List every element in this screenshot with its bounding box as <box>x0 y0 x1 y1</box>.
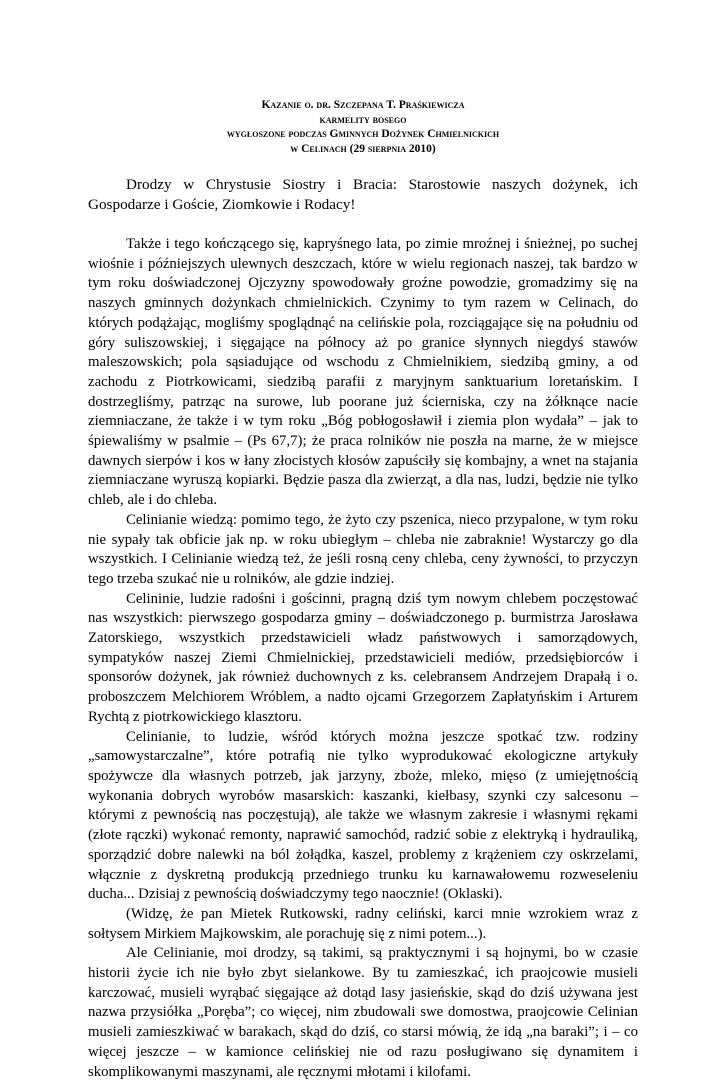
paragraph-2: Celinianie wiedzą: pomimo tego, że żyto czy pszenica, nieco przypalone, w tym roku nie sypały tak obficie jak np. w roku ubiegłym – chleba nie zabraknie! Wystarczy go dla wszystkich. I Celinianie wiedzą też, że jeśli rosną ceny chleba, ceny żywności, to przyczyn tego trzeba szukać nie u rolników, ale gdzie indziej. <box>88 511 638 587</box>
title-line-4: w Celinach (29 sierpnia 2010) <box>290 142 436 155</box>
paragraph-3: Celininie, ludzie radośni i gościnni, pragną dziś tym nowym chlebem poczęstować nas wszystkich: pierwszego gospodarza gminy – doświadczonego p. burmistrza Jarosława Zatorskiego, wszystkich przedstawicieli władz państwowych i samorządowych, sympatyków naszej Ziemi Chmielnickiej, przedstawicieli mediów, przedsiębiorców i sponsorów dożynek, jak również duchownych z ks. celebransem Andrzejem Drapałą i o. proboszczem Melchiorem Wróblem, a nadto ojcami Grzegorzem Zapłatyńskim i Arturem Rychtą z piotrkowickiego klasztoru. <box>88 590 638 725</box>
title-line-1: Kazanie o. dr. Szczepana T. Praśkiewicza <box>261 99 465 111</box>
document-page <box>88 98 638 1082</box>
paragraph-1: Także i tego kończącego się, kapryśnego lata, po zimie mroźnej i śnieżnej, po suchej wiośnie i późniejszych ulewnych deszczach, które w wielu regionach naszej, tak bardzo w tym roku doświadczonej Ojczyzny spowodowały groźne powodzie, gromadzimy się na naszych gminnych dożynkach chmielnickich. Czynimy to tym razem w Celinach, do których podążając, mogliśmy spoglądnąć na celińskie pola, rozciągające się na południu od góry suliszowskiej, i sięgające na północy aż po granice słynnych niegdyś stawów maleszowskich; pola sąsiadujące od wschodu z Chmielnikiem, siedzibą gminy, a od zachodu z Piotrkowicami, siedzibą parafii z maryjnym sanktuarium loretańskim. I dostrzegliśmy, patrząc na surowe, lub poorane już ścierniska, czy na żółknące nacie ziemniaczane, że także i w tym roku „Bóg pobłogosławił i ziemia plon wydała” – jak to śpiewaliśmy w psalmie – (Ps 67,7); że praca rolników nie poszła na marne, że w miejsce dawnych sierpów i kos w łany złocistych kłosów zapuściły się kombajny, a wnet na stajania ziemniaczane wyruszą kopiarki. Będzie pasza dla zwierząt, a dla nas, ludzi, będzie nie tylko chleb, ale i do chleba. <box>88 236 638 509</box>
greeting: Drodzy w Chrystusie Siostry i Bracia: Starostowie naszych dożynek, ich Gospodarze i Goście, Ziomkowie i Rodacy! <box>88 176 638 213</box>
paragraph-6: Ale Celinianie, moi drodzy, są takimi, są praktycznymi i są hojnymi, bo w czasie historii życie ich nie było zbyt sielankowe. By tu zamieszkać, ich praojcowie musieli karczować, musieli wyrąbać sięgające aż dotąd lasy jasieńskie, skąd do dziś używana jest nazwa przysiółka „Poręba”; co więcej, nim zbudowali swe domostwa, praojcowie Celinian musieli zamieszkiwać w barakach, skąd do dziś, co starsi mówią, że idą „na baraki”; i – co więcej jeszcze – w kamionce celińskiej nie od razu posługiwano się dynamitem i skomplikowanymi maszynami, ale ręcznymi młotami i kilofami. <box>88 945 638 1080</box>
title-line-3: wygłoszone podczas Gminnych Dożynek Chmielnickich <box>226 128 500 140</box>
document-title <box>88 98 638 156</box>
paragraph-4: Celinianie, to ludzie, wśród których można jeszcze spotkać tzw. rodziny „samowystarczalne”, które potrafią nie tylko wyprodukować ekologiczne artykuły spożywcze dla własnych potrzeb, jak jarzyny, zboże, mleko, mięso (z umiejętnością wykonania dobrych wyrobów masarskich: kaszanki, kiełbasy, szynki czy salcesonu – którymi z pewnością nas poczęstują), ale także we własnym zakresie i własnymi rękami (złote rączki) wykonać remonty, naprawić samochód, radzić sobie z elektryką i hydrauliką, sporządzić dobre nalewki na ból żołądka, kaszel, problemy z krążeniem czy oskrzelami, włącznie z dyskretną produkcją przedniego trunku ku karnawałowemu rozweseleniu ducha... Dzisiaj z pewnością doświadczymy tego naocznie! (Oklaski). <box>88 728 638 903</box>
title-line-2: karmelity bosego <box>319 113 407 126</box>
paragraph-5: (Widzę, że pan Mietek Rutkowski, radny celiński, karci mnie wzrokiem wraz z sołtysem Mirkiem Majkowskim, ale porachuję się z nimi potem...). <box>88 905 638 942</box>
